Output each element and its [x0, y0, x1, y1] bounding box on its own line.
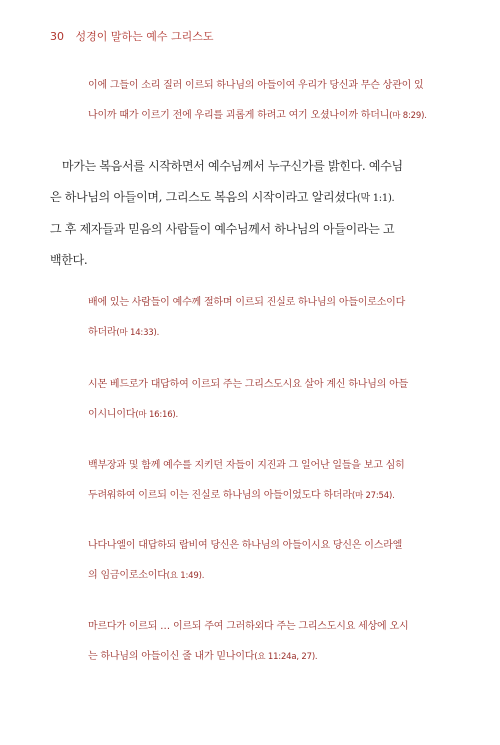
- quote-line: [88, 101, 428, 131]
- book-title: 성경이 말하는 예수 그리스도: [75, 30, 214, 43]
- running-header: [50, 28, 214, 44]
- body-line: 그 후 제자들과 믿음의 사람들이 예수님께서 하나님의 아들이라는 고: [50, 222, 395, 236]
- verse-reference: (요 1:49).: [166, 571, 205, 581]
- body-paragraph: [50, 151, 450, 276]
- page-number: 30: [50, 30, 64, 43]
- quote-line: [88, 400, 428, 430]
- scripture-quote: [88, 612, 428, 672]
- verse-reference: (마 27:54).: [351, 491, 395, 501]
- quote-line: 마르다가 이르되 … 이르되 주여 그러하외다 주는 그리스도시요 세상에 오시: [88, 621, 409, 632]
- quote-text: 하더라: [88, 327, 117, 338]
- quote-line: 시몬 베드로가 대답하여 이르되 주는 그리스도시요 살아 계신 하나님의 아들: [88, 379, 409, 390]
- quote-line: 나다나엘이 대답하되 랍비여 당신은 하나님의 아들이시요 당신은 이스라엘: [88, 540, 403, 551]
- verse-reference: (막 1:1).: [356, 193, 395, 204]
- scripture-quote: [88, 531, 428, 591]
- body-text: 은 하나님의 아들이며, 그리스도 복음의 시작이라고 알리셨다: [50, 190, 357, 204]
- verse-reference: (요 11:24a, 27).: [254, 652, 318, 662]
- verse-reference: (마 16:16).: [135, 410, 179, 420]
- quote-line: [88, 481, 428, 511]
- quote-line: 배에 있는 사람들이 예수께 절하며 이르되 진실로 하나님의 아들이로소이다: [88, 297, 406, 308]
- quote-line: 이에 그들이 소리 질러 이르되 하나님의 아들이여 우리가 당신과 무슨 상관이 있: [88, 80, 424, 91]
- quote-line: [88, 642, 428, 672]
- verse-reference: (마 8:29).: [389, 111, 427, 121]
- quote-text: 두려워하여 이르되 이는 진실로 하나님의 아들이었도다 하더라: [88, 490, 352, 501]
- quote-line: [88, 561, 428, 591]
- quote-text: 는 하나님의 아들이신 줄 내가 믿나이다: [88, 651, 255, 662]
- quote-text: 의 임금이로소이다: [88, 570, 167, 581]
- quote-text: 나이까 때가 이르기 전에 우리를 괴롭게 하려고 여기 오셨나이까 하더니: [88, 110, 390, 121]
- body-line: [50, 182, 450, 214]
- quote-text: 이시니이다: [88, 409, 136, 420]
- quote-line: [88, 318, 428, 348]
- scripture-quote: [88, 451, 428, 511]
- verse-reference: (마 14:33).: [116, 328, 160, 338]
- scripture-quote: [88, 71, 428, 131]
- body-line: 백한다.: [50, 253, 88, 267]
- scripture-quote: [88, 370, 428, 430]
- quote-line: 백부장과 및 함께 예수를 지키던 자들이 지진과 그 일어난 일들을 보고 심히: [88, 460, 405, 471]
- scripture-quote: [88, 288, 428, 348]
- body-line: 마가는 복음서를 시작하면서 예수님께서 누구신가를 밝힌다. 예수님: [62, 159, 403, 173]
